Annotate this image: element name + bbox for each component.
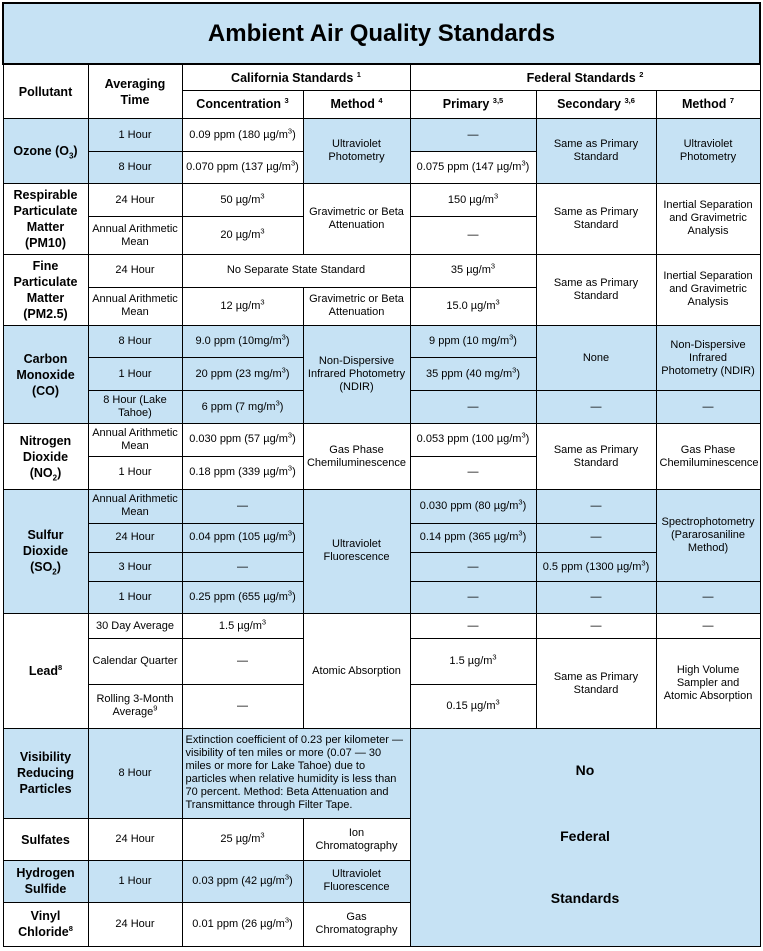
concentration-cell: 6 ppm (7 $mg/m^3$) [182,391,303,424]
pollutant-sulfates: Sulfates [3,819,88,861]
pollutant-vinyl-chloride: Vinyl Chloride$^8$ [3,902,88,946]
federal-method-cell: Spectrophotometry (Pararosaniline Method) [656,489,760,581]
averaging-time: 30 Day Average [88,614,182,639]
concentration-cell: 9.0 ppm $(10mg/m^3)$ [182,325,303,357]
averaging-time: 24 Hour [88,902,182,946]
averaging-time: 8 Hour [88,152,182,184]
primary-cell: — [410,582,536,614]
method-cell: Gravimetric or Beta Attenuation [303,184,410,254]
header-federal-standards: Federal Standards $^2$ [410,64,760,90]
averaging-time: 8 Hour (Lake Tahoe) [88,391,182,424]
method-cell: Ion Chromatography [303,819,410,861]
method-cell: Gravimetric or Beta Attenuation [303,287,410,325]
concentration-cell: — [182,553,303,582]
federal-method-cell: — [656,614,760,639]
federal-method-cell: Inertial Separation and Gravimetric Analysis [656,254,760,325]
averaging-time: Rolling 3-Month Average$^9$ [88,684,182,728]
federal-method-cell: Non-Dispersive Infrared Photometry (NDIR) [656,325,760,390]
primary-cell: — [410,553,536,582]
concentration-cell: 20 ppm (23 $mg/m^3$) [182,358,303,391]
primary-cell: 15.0 $\mu g/m^3$ [410,287,536,325]
concentration-cell: 12 $\mu g/m^3$ [182,287,303,325]
method-cell: Ultraviolet Fluorescence [303,861,410,902]
concentration-cell: 0.04 ppm (105 $\mu g/m^3$) [182,523,303,552]
federal-method-cell: Gas Phase Chemiluminescence [656,424,760,489]
secondary-cell: — [536,391,656,424]
method-cell: Gas Phase Chemiluminescence [303,424,410,489]
secondary-cell: Same as Primary Standard [536,254,656,325]
federal-method-cell: High Volume Sampler and Atomic Absorption [656,639,760,728]
primary-cell: 35 $\mu g/m^3$ [410,254,536,287]
federal-method-cell: — [656,391,760,424]
averaging-time: 1 Hour [88,582,182,614]
concentration-cell: 1.5 $\mu g/m^3$ [182,614,303,639]
concentration-cell: 0.25 ppm (655 $\mu g/m^3$) [182,582,303,614]
method-cell: Non-Dispersive Infrared Photometry (NDIR) [303,325,410,423]
primary-cell: — [410,391,536,424]
averaging-time: Calendar Quarter [88,639,182,684]
concentration-cell: — [182,639,303,684]
header-pollutant: Pollutant [3,64,88,118]
method-cell: Ultraviolet Fluorescence [303,489,410,614]
no-federal-line-2: Federal [560,827,610,844]
concentration-cell: 0.09 ppm (180 $\mu g/m^3$) [182,119,303,152]
primary-cell: 0.15 $\mu g/m^3$ [410,684,536,728]
concentration-cell: 0.070 ppm (137 $\mu g/m^3$) [182,152,303,184]
pollutant-visibility: Visibility Reducing Particles [3,728,88,818]
primary-cell: 0.053 ppm (100 $\mu g/m^3$) [410,424,536,456]
concentration-cell: — [182,684,303,728]
header-primary: Primary $^{3,5}$ [410,90,536,118]
pollutant-pm10: Respirable Particulate Matter (PM10) [3,184,88,254]
federal-method-cell: Ultraviolet Photometry [656,119,760,184]
header-method-california: Method $^4$ [303,90,410,118]
primary-cell: 1.5 $\mu g/m^3$ [410,639,536,684]
primary-cell: 35 ppm (40 $mg/m^3$) [410,358,536,391]
pollutant-pm25: Fine Particulate Matter (PM2.5) [3,254,88,325]
averaging-time: 1 Hour [88,119,182,152]
concentration-cell: — [182,489,303,523]
secondary-cell: Same as Primary Standard [536,424,656,489]
primary-cell: 150 $\mu g/m^3$ [410,184,536,217]
pollutant-so2: Sulfur Dioxide $(SO_2)$ [3,489,88,614]
federal-method-cell: Inertial Separation and Gravimetric Analysis [656,184,760,254]
secondary-cell: None [536,325,656,390]
primary-cell: 0.030 ppm (80 $\mu g/m^3$) [410,489,536,523]
no-federal-line-1: No [575,761,595,778]
secondary-cell: — [536,614,656,639]
primary-cell: — [410,456,536,489]
secondary-cell: — [536,523,656,552]
header-averaging-time: Averaging Time [88,64,182,118]
secondary-cell: — [536,582,656,614]
averaging-time: 24 Hour [88,184,182,217]
averaging-time: 1 Hour [88,861,182,902]
federal-method-cell: — [656,582,760,614]
concentration-cell: 0.01 ppm (26 $\mu g/m^3$) [182,902,303,946]
air-quality-standards-table [2,2,761,947]
pollutant-h2s: Hydrogen Sulfide [3,861,88,902]
averaging-time: 3 Hour [88,553,182,582]
pollutant-ozone: Ozone $(O_3)$ [3,119,88,184]
concentration-cell: 25 $\mu g/m^3$ [182,819,303,861]
primary-cell: — [410,614,536,639]
concentration-cell: No Separate State Standard [182,254,410,287]
primary-cell: — [410,119,536,152]
averaging-time: Annual Arithmetic Mean [88,489,182,523]
averaging-time: 8 Hour [88,325,182,357]
averaging-time: Annual Arithmetic Mean [88,217,182,254]
primary-cell: — [410,217,536,254]
concentration-cell: 20 $\mu g/m^3$ [182,217,303,254]
concentration-cell: 0.030 ppm (57 $\mu g/m^3$) [182,424,303,456]
header-concentration: Concentration $^3$ [182,90,303,118]
averaging-time: 1 Hour [88,456,182,489]
averaging-time: Annual Arithmetic Mean [88,424,182,456]
averaging-time: Annual Arithmetic Mean [88,287,182,325]
pollutant-lead: Lead$^8$ [3,614,88,729]
concentration-cell: 0.03 ppm (42 $\mu g/m^3$) [182,861,303,902]
secondary-cell: Same as Primary Standard [536,639,656,728]
primary-cell: 0.14 ppm (365 $\mu g/m^3$) [410,523,536,552]
pollutant-co: Carbon Monoxide (CO) [3,325,88,423]
concentration-cell: 0.18 ppm (339 $\mu g/m^3$) [182,456,303,489]
primary-cell: 0.075 ppm (147 $\mu g/m^3$) [410,152,536,184]
no-federal-standards [410,728,760,946]
no-federal-line-3: Standards [550,889,620,906]
pollutant-no2: Nitrogen Dioxide $(NO_2)$ [3,424,88,489]
primary-cell: 9 ppm (10 $mg/m^3$) [410,325,536,357]
averaging-time: 24 Hour [88,523,182,552]
averaging-time: 24 Hour [88,819,182,861]
method-cell: Atomic Absorption [303,614,410,729]
concentration-cell: 50 $\mu g/m^3$ [182,184,303,217]
header-california-standards: California Standards $^1$ [182,64,410,90]
secondary-cell: Same as Primary Standard [536,119,656,184]
secondary-cell: — [536,489,656,523]
averaging-time: 8 Hour [88,728,182,818]
header-secondary: Secondary $^{3,6}$ [536,90,656,118]
method-cell: Gas Chromatography [303,902,410,946]
secondary-cell: 0.5 ppm (1300 $\mu g/m^3$) [536,553,656,582]
table-title: Ambient Air Quality Standards [3,3,760,64]
concentration-cell: Extinction coefficient of 0.23 per kilometer — visibility of ten miles or more (0.07 — 30 miles or more for Lake Tahoe) due to particles when relative humidity is less than 70 percent. Method: Beta Attenuation and Transmittance through Filter Tape. [182,728,410,818]
secondary-cell: Same as Primary Standard [536,184,656,254]
method-cell: Ultraviolet Photometry [303,119,410,184]
averaging-time: 24 Hour [88,254,182,287]
header-method-federal: Method $^7$ [656,90,760,118]
averaging-time: 1 Hour [88,358,182,391]
